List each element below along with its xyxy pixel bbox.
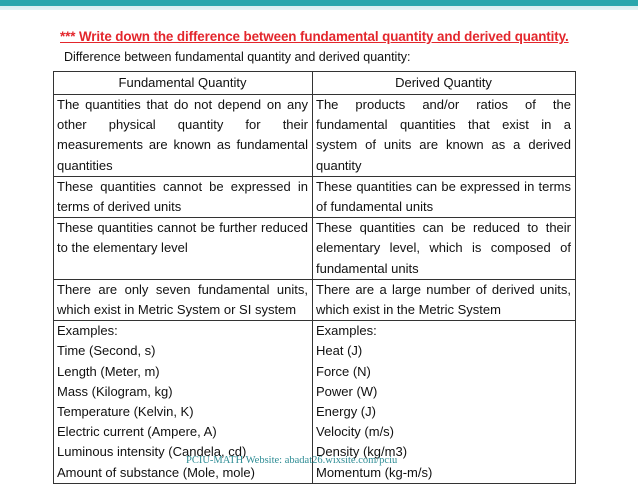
table-row — [54, 176, 576, 217]
cell-fundamental: The quantities that do not depend on any other physical quantity for their measurements are known as fundamental quantities — [54, 95, 313, 177]
cell-fundamental: There are only seven fundamental units, which exist in Metric System or SI system — [54, 279, 313, 320]
example-line: Velocity (m/s) — [316, 424, 395, 440]
comparison-table — [53, 71, 576, 484]
cell-derived: There are a large number of derived units, which exist in the Metric System — [313, 279, 576, 320]
subtitle: Difference between fundamental quantity and derived quantity: — [64, 50, 411, 64]
top-accent-band — [0, 0, 638, 10]
table-row — [54, 218, 576, 280]
table-row — [54, 95, 576, 177]
question-heading: *** Write down the difference between fundamental quantity and derived quantity. — [60, 29, 569, 44]
example-line: Mass (Kilogram, kg) — [57, 383, 173, 399]
example-line: Amount of substance (Mole, mole) — [57, 464, 255, 480]
example-line: Electric current (Ampere, A) — [57, 424, 217, 440]
cell-derived: These quantities can be expressed in terms of fundamental units — [313, 176, 576, 217]
table-header-row — [54, 72, 576, 95]
example-line: Examples: — [57, 323, 118, 339]
example-line: Time (Second, s) — [57, 343, 156, 359]
cell-derived: The products and/or ratios of the fundamental quantities that exist in a system of units are known as a derived quantity — [313, 95, 576, 177]
example-line: Length (Meter, m) — [57, 363, 160, 379]
cell-fundamental: These quantities cannot be expressed in terms of derived units — [54, 176, 313, 217]
cell-derived: These quantities can be reduced to their elementary level, which is composed of fundamental units — [313, 218, 576, 280]
example-line: Heat (J) — [316, 343, 363, 359]
example-line: Momentum (kg-m/s) — [316, 464, 433, 480]
example-line: Force (N) — [316, 363, 371, 379]
example-line: Power (W) — [316, 383, 378, 399]
header-derived: Derived Quantity — [313, 72, 576, 95]
cell-fundamental: These quantities cannot be further reduced to the elementary level — [54, 218, 313, 280]
example-line: Luminous intensity (Candela, cd) — [57, 444, 247, 460]
header-fundamental: Fundamental Quantity — [54, 72, 313, 95]
example-line: Examples: — [316, 323, 377, 339]
example-line: Density (kg/m3) — [316, 444, 408, 460]
footer-website: PCIU-MATH Website: abadat26.wixsite.com/pciu — [186, 455, 398, 466]
table-row — [54, 279, 576, 320]
example-line: Temperature (Kelvin, K) — [57, 404, 194, 420]
example-line: Energy (J) — [316, 404, 376, 420]
